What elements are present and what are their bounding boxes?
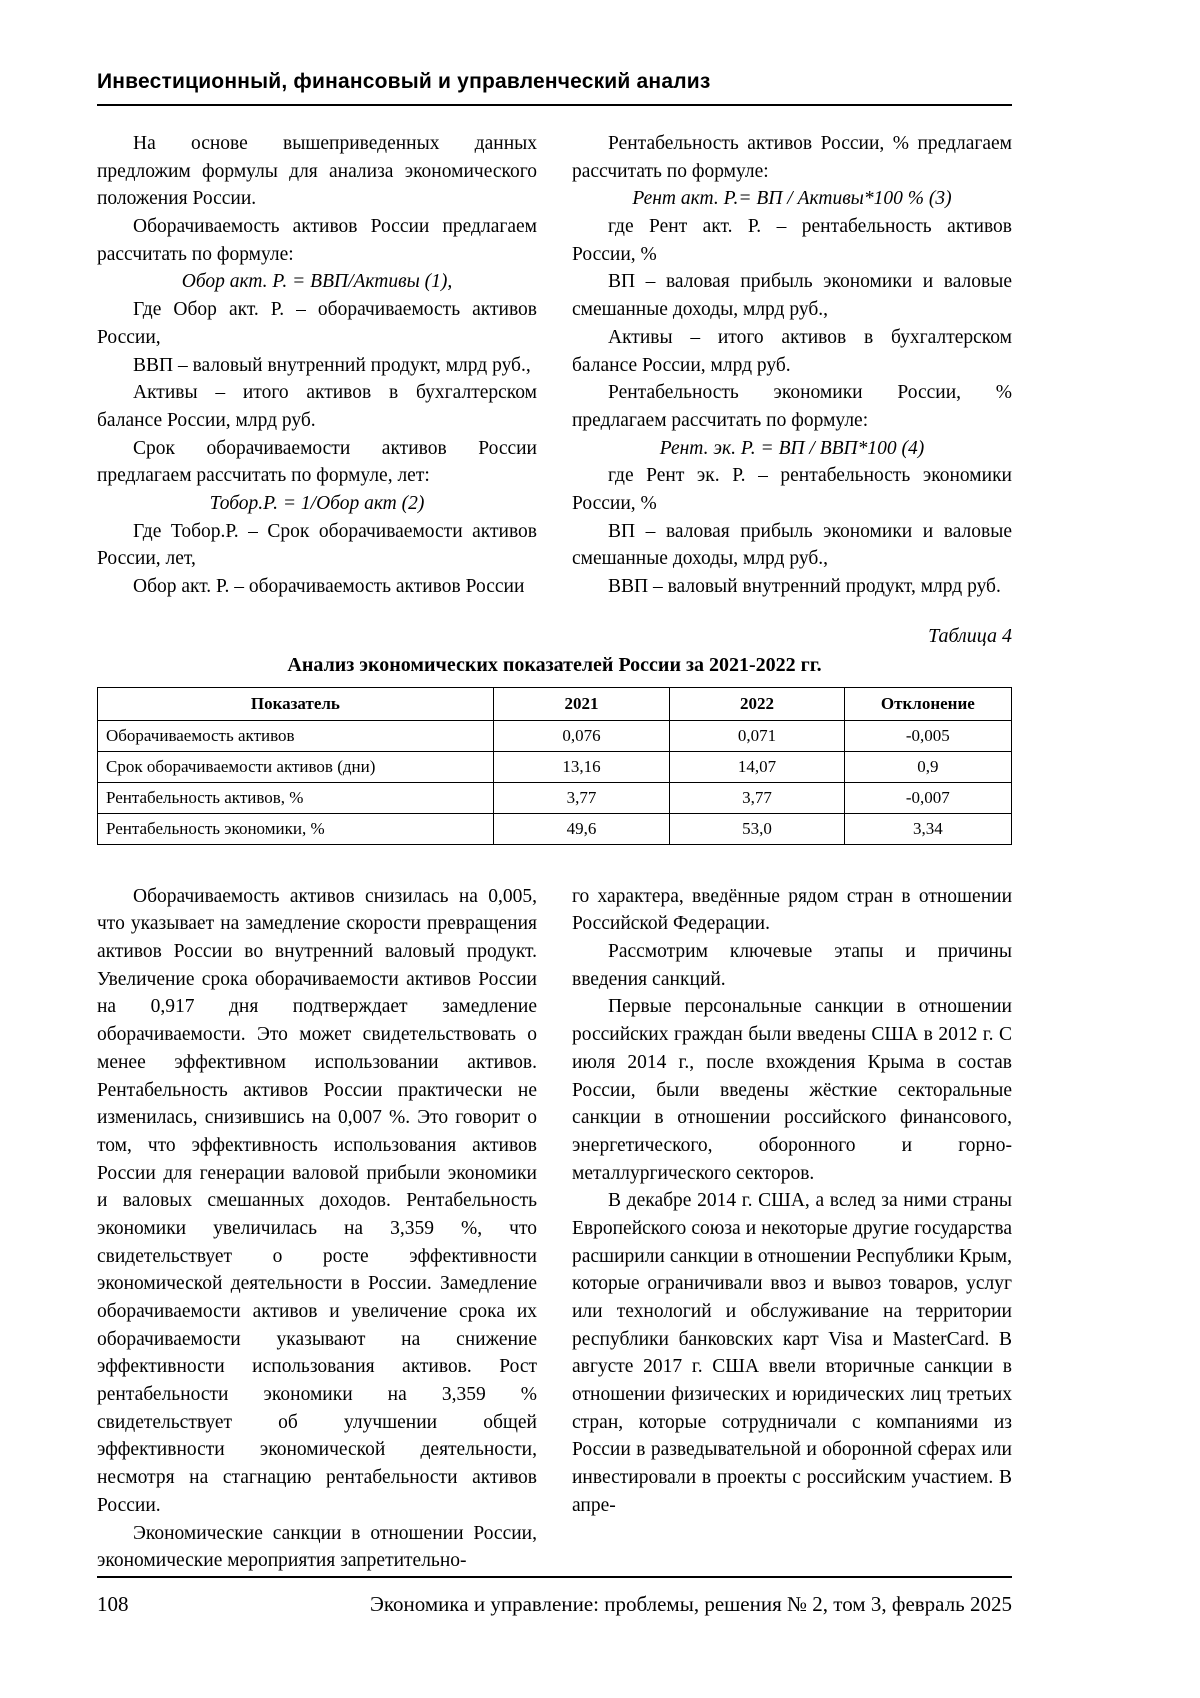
paragraph: Активы – итого активов в бухгалтерском балансе России, млрд руб. [572, 326, 1012, 376]
journal-line: Экономика и управление: проблемы, решения № 2, том 3, февраль 2025 [370, 1592, 1012, 1616]
value-cell: -0,007 [844, 782, 1011, 813]
bottom-left-column [97, 883, 537, 1575]
value-cell: 3,77 [670, 782, 845, 813]
paragraph: ВВП – валовый внутренний продукт, млрд руб., [133, 354, 531, 376]
top-left-column [97, 130, 537, 601]
paragraph: где Рент эк. Р. – рентабельность экономики России, % [572, 465, 1012, 514]
column-header-0: Показатель [98, 687, 494, 720]
paragraph: На основе вышеприведенных данных предложим формулы для анализа экономического положения России. [97, 133, 537, 210]
table-title: Анализ экономических показателей России за 2021-2022 гг. [287, 653, 822, 676]
paragraph: Экономические санкции в отношении России, экономические мероприятия запретительно- [97, 1522, 537, 1572]
table-caption: Таблица 4 [928, 624, 1012, 647]
table-header-row [98, 687, 1012, 720]
analysis-table [97, 687, 1012, 845]
value-cell: -0,005 [844, 720, 1011, 751]
page-header [97, 0, 1012, 106]
paragraph: го характера, введённые рядом стран в отношении Российской Федерации. [572, 885, 1012, 935]
paragraph: Оборачиваемость активов России предлагаем рассчитать по формуле: [97, 216, 537, 265]
paragraph: Срок оборачиваемости активов России предлагаем рассчитать по формуле, лет: [97, 437, 537, 487]
bottom-right-column [572, 883, 1012, 1575]
table-row [98, 813, 1012, 844]
column-header-3: Отклонение [844, 687, 1011, 720]
paragraph: ВП – валовая прибыль экономики и валовые смешанные доходы, млрд руб., [572, 520, 1012, 570]
top-text-section [97, 130, 1012, 601]
value-cell: 0,076 [493, 720, 669, 751]
top-right-column [572, 130, 1012, 601]
running-title: Инвестиционный, финансовый и управленческий анализ [97, 70, 711, 93]
bottom-text-section [97, 883, 1012, 1575]
formula-line: Рент акт. Р.= ВП / Активы*100 % (3) [632, 188, 952, 210]
column-header-2: 2022 [670, 687, 845, 720]
page-number: 108 [97, 1592, 129, 1616]
paragraph: Оборачиваемость активов снизилась на 0,005, что указывает на замедление скорости превращения активов России во внутренний валовый продукт. Увеличение срока оборачиваемости активов России на 0,917 дня подтверждает замедление оборачиваемости. Это может свидетельствовать о менее эффективном использовании активов. Рентабельность активов России практически не изменилась, снизившись на 0,007 %. Это говорит о том, что эффективность использования активов России для генерации валовой прибыли экономики и валовых смешанных доходов. Рентабельность экономики увеличилась на 3,359 %, что свидетельствует о росте эффективности экономической деятельности в России. Замедление оборачиваемости активов и увеличение срока их оборачиваемости указывают на снижение эффективности использования активов. Рост рентабельности экономики на 3,359 % свидетельствует об улучшении общей эффективности экономической деятельности, несмотря на стагнацию рентабельности активов России. [97, 885, 537, 1516]
value-cell: 14,07 [670, 751, 845, 782]
value-cell: 53,0 [670, 813, 845, 844]
value-cell: 13,16 [493, 751, 669, 782]
value-cell: 49,6 [493, 813, 669, 844]
formula-line: Обор акт. Р. = ВВП/Активы (1), [181, 271, 453, 293]
indicator-cell: Оборачиваемость активов [98, 720, 494, 751]
paragraph: Где Обор акт. Р. – оборачиваемость активов России, [97, 299, 537, 348]
formula-line: Тобор.Р. = 1/Обор акт (2) [209, 492, 425, 514]
indicator-cell: Срок оборачиваемости активов (дни) [98, 751, 494, 782]
table-row [98, 751, 1012, 782]
paragraph: Первые персональные санкции в отношении российских граждан были введены США в 2012 г. С июля 2014 г., после вхождения Крыма в состав России, были введены жёсткие секторальные санкции в отношении российского финансового, энергетического, оборонного и горно-металлургического секторов. [572, 996, 1012, 1184]
paragraph: ВВП – валовый внутренний продукт, млрд руб. [608, 576, 1001, 597]
value-cell: 0,9 [844, 751, 1011, 782]
table-body [98, 720, 1012, 844]
table-row [98, 720, 1012, 751]
paragraph: Рентабельность экономики России, % предлагаем рассчитать по формуле: [572, 382, 1012, 431]
paragraph: Активы – итого активов в бухгалтерском балансе России, млрд руб. [97, 382, 537, 431]
formula-line: Рент. эк. Р. = ВП / ВВП*100 (4) [659, 437, 925, 459]
value-cell: 3,34 [844, 813, 1011, 844]
value-cell: 0,071 [670, 720, 845, 751]
column-header-1: 2021 [493, 687, 669, 720]
value-cell: 3,77 [493, 782, 669, 813]
indicator-cell: Рентабельность экономики, % [98, 813, 494, 844]
page-footer [97, 1576, 1012, 1617]
table-row [98, 782, 1012, 813]
paragraph: Рентабельность активов России, % предлагаем рассчитать по формуле: [572, 133, 1012, 182]
paragraph: Рассмотрим ключевые этапы и причины введения санкций. [572, 941, 1012, 990]
paragraph: ВП – валовая прибыль экономики и валовые смешанные доходы, млрд руб., [572, 271, 1012, 321]
paragraph: Обор акт. Р. – оборачиваемость активов России [133, 576, 525, 597]
page-body [97, 130, 1012, 1575]
indicator-cell: Рентабельность активов, % [98, 782, 494, 813]
paragraph: Где Тобор.Р. – Срок оборачиваемости активов России, лет, [97, 520, 537, 570]
paragraph: где Рент акт. Р. – рентабельность активов России, % [572, 216, 1012, 265]
paragraph: В декабре 2014 г. США, а вслед за ними страны Европейского союза и некоторые другие государства расширили санкции в отношении Республики Крым, которые ограничивали ввоз и вывоз товаров, услуг или технологий и обслуживание на территории республики банковских карт Visa и MasterCard. В августе 2017 г. США ввели вторичные санкции в отношении физических и юридических лиц третьих стран, которые сотрудничали с компаниями из России в разведывательной и оборонной сферах или инвестировали в проекты с российским участием. В апре- [572, 1190, 1012, 1516]
